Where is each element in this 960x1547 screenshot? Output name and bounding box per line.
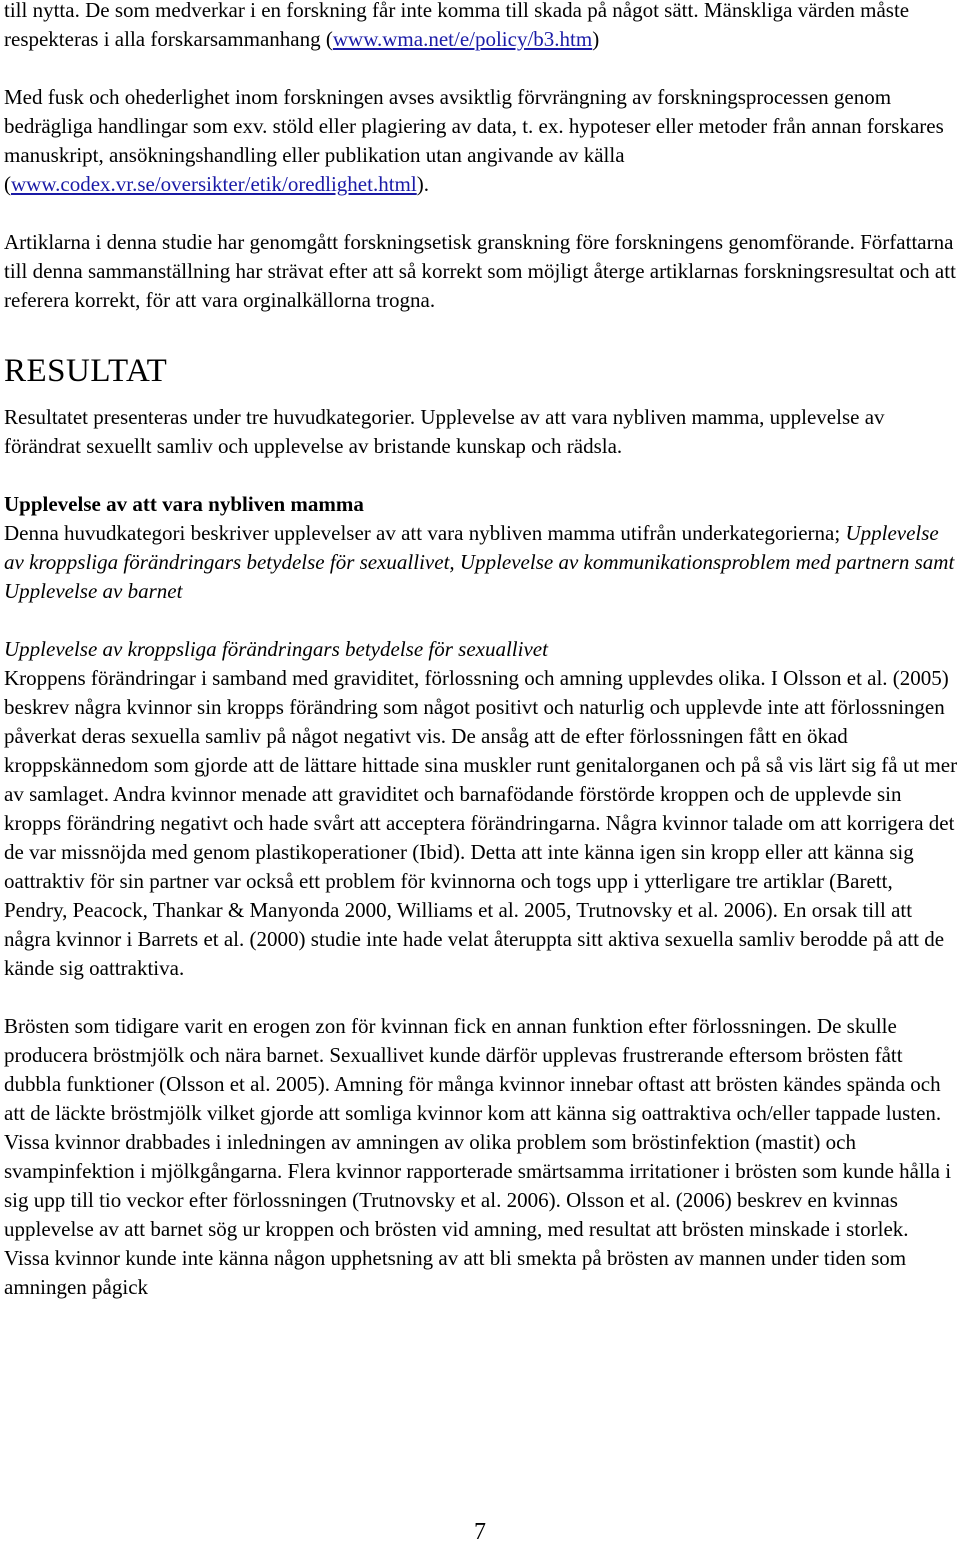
subheading-new-mother: Upplevelse av att vara nybliven mamma [4, 492, 364, 516]
document-page [4, 0, 958, 1302]
section-title: RESULTAT [4, 353, 168, 389]
paragraph-new-mother [4, 519, 958, 606]
paragraph-text: ). [416, 172, 429, 196]
paragraph-body-changes: Kroppens förändringar i samband med graviditet, förlossning och amning upplevdes olika. I Olsson et al. (2005) beskrev några kvinnor sin kropps förändring som något positivt och naturlig och upplevde inte att förlossningen påverkat deras sexuella samliv på något negativt vis. De ansåg att de efter förlossningen fått en ökad kroppskännedom som gjorde att de lättare hittade sina muskler runt genitalorganen och på så vis lärt sig få ut mer av samlaget. Andra kvinnor menade att graviditet och barnafödande förstörde kroppen och de upplevde sin kropps förändring negativt och hade svårt att acceptera förändringarna. Några kvinnor talade om att korrigera det de var missnöjda med genom plastikoperationer (Ibid). Detta att inte känna igen sin kropp eller att känna sig oattraktiv för sin partner var också ett problem för kvinnorna och togs upp i ytterligare tre artiklar (Barett, Pendry, Peacock, Thankar & Manyonda 2000, Williams et al. 2005, Trutnovsky et al. 2006). En orsak till att några kvinnor i Barrets et al. (2000) studie inte hade velat återuppta sitt aktiva sexuella samliv berodde på att de kände sig oattraktiva. [4, 666, 958, 980]
paragraph-results-intro: Resultatet presenteras under tre huvudkategorier. Upplevelse av att vara nybliven mamma, upplevelse av förändrat sexuellt samliv och upplevelse av bristande kunskap och rädsla. [4, 405, 885, 458]
paragraph-breasts: Brösten som tidigare varit en erogen zon för kvinnan fick en annan funktion efter förlossningen. De skulle producera bröstmjölk och nära barnet. Sexuallivet kunde därför upplevas frustrerande eftersom brösten fått dubbla funktioner (Olsson et al. 2005). Amning för många kvinnor innebar oftast att brösten kändes spända och att de läckte bröstmjölk vilket gjorde att somliga kvinnor kom att känna sig oattraktiva och/eller tappade lusten. Vissa kvinnor drabbades i inledningen av amningen av olika problem som bröstinfektion (mastit) och svampinfektion i mjölkgångarna. Flera kvinnor rapporterade smärtsamma irritationer i brösten som kunde hålla i sig upp till tio veckor efter förlossningen (Trutnovsky et al. 2006). Olsson et al. (2006) beskrev en kvinnas upplevelse av att barnet sög ur kroppen och brösten vid amning, med resultat att brösten minskade i storlek. Vissa kvinnor kunde inte känna någon upphetsning av att bli smekta på brösten av mannen under tiden som amningen pågick [4, 1014, 952, 1299]
paragraph-text: till nytta. De som medverkar i en forskning får inte komma till skada på något sätt. Mänskliga värden måste respekteras i alla forskarsammanhang ( [4, 0, 910, 51]
wma-link[interactable]: www.wma.net/e/policy/b3.htm [332, 27, 593, 51]
paragraph-ethics [4, 0, 958, 54]
paragraph-text: ) [592, 27, 600, 51]
subheading-italic: Upplevelse av kroppsliga förändringars betydelse för sexuallivet [4, 637, 548, 661]
subheading-body-changes [4, 635, 958, 664]
paragraph-review: Artiklarna i denna studie har genomgått forskningsetisk granskning före forskningens genomförande. Författarna till denna sammanställning har strävat efter att så korrekt som möjligt återge artiklarnas forskningsresultat och att referera korrekt, för att vara orginalkällorna trogna. [4, 230, 956, 312]
paragraph-text: Med fusk och ohederlighet inom forskningen avses avsiktlig förvrängning av forskningsprocessen genom bedrägliga handlingar som exv. stöld eller plagiering av data, t. ex. hypoteser eller metoder från annan forskares manuskript, ansökningshandling eller publikation utan angivande av källa ( [4, 85, 944, 196]
paragraph-text: Denna huvudkategori beskriver upplevelser av att vara nybliven mamma utifrån underkategorierna; [4, 521, 846, 545]
codex-link[interactable]: www.codex.vr.se/oversikter/etik/oredlighet.html [11, 172, 417, 196]
subcategories-italic: Upplevelse av kroppsliga förändringars betydelse för sexuallivet, Upplevelse av kommunikationsproblem med partnern samt Upplevelse av barnet [4, 521, 955, 603]
page-number: 7 [474, 1519, 486, 1545]
paragraph-fraud [4, 83, 958, 199]
